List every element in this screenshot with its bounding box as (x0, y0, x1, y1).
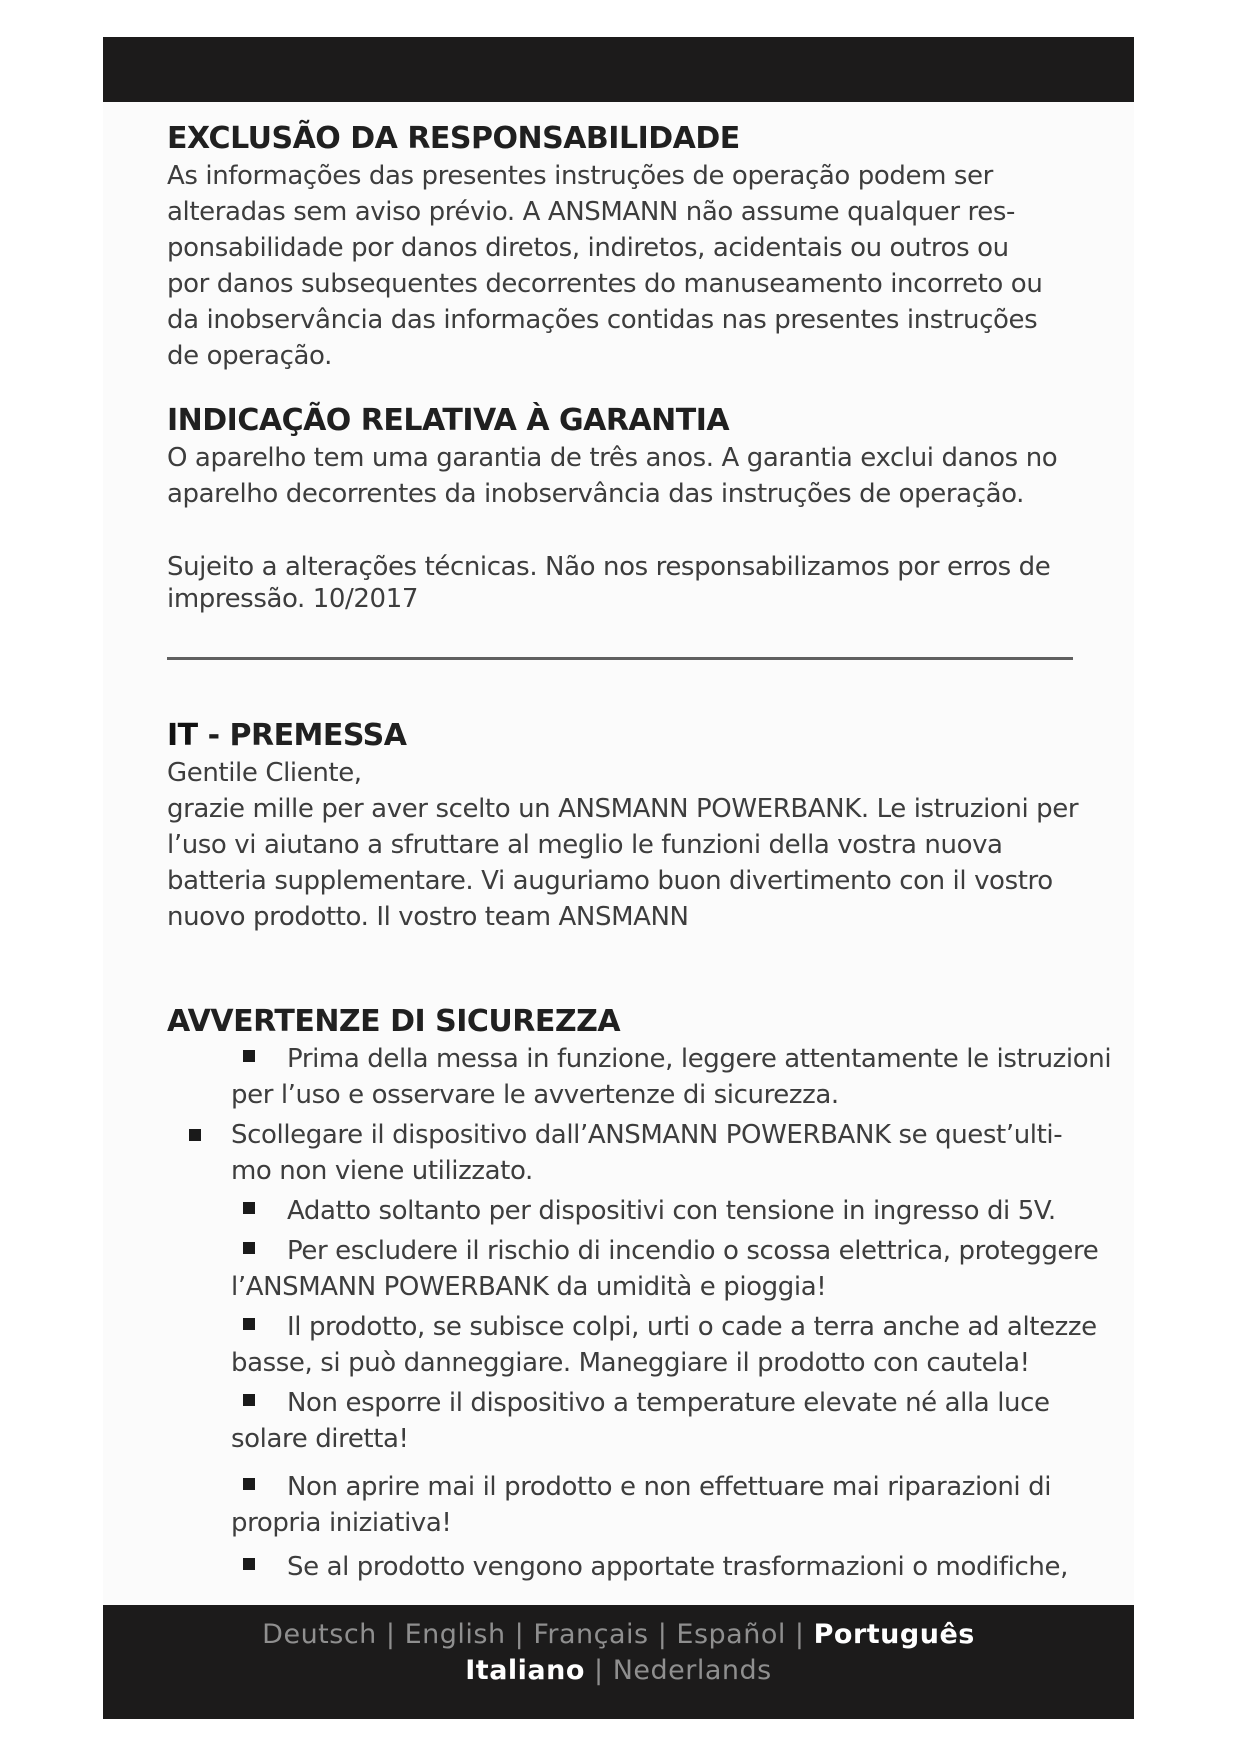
premessa-title (167, 717, 1078, 755)
language-link-espanol[interactable]: Español (676, 1619, 786, 1650)
disclaimer-section (167, 120, 1042, 374)
header-bar (103, 37, 1134, 102)
language-code: IT (167, 718, 198, 753)
premessa-line: l’uso vi aiutano a sfruttare al meglio le funzioni della vostra nuova (167, 830, 1003, 860)
list-item (167, 1233, 1167, 1305)
section-divider (167, 657, 1073, 660)
list-item (167, 1385, 1167, 1457)
list-item (167, 1117, 1167, 1189)
premessa-section (167, 717, 1078, 935)
separator: | (505, 1619, 534, 1650)
technical-note-line: impressão. 10/2017 (167, 584, 418, 614)
disclaimer-line: alteradas sem aviso prévio. A ANSMANN não assume qualquer res- (167, 197, 1015, 227)
list-item-text: mo non viene utilizzato. (231, 1156, 533, 1186)
premessa-line: Gentile Cliente, (167, 758, 362, 788)
list-item-text: Prima della messa in funzione, leggere attentamente le istruzioni (287, 1044, 1112, 1074)
list-item-text: l’ANSMANN POWERBANK da umidità e pioggia! (231, 1272, 827, 1302)
warranty-line: O aparelho tem uma garantia de três anos. A garantia exclui danos no (167, 443, 1058, 473)
technical-note-line: Sujeito a alterações técnicas. Não nos responsabilizamos por erros de (167, 552, 1051, 582)
list-item-text: Non esporre il dispositivo a temperature elevate né alla luce (287, 1388, 1050, 1418)
list-item-text: solare diretta! (231, 1424, 409, 1454)
list-item-text: Se al prodotto vengono apportate trasformazioni o modifiche, (287, 1552, 1068, 1582)
language-link-italiano[interactable]: Italiano (465, 1655, 585, 1686)
disclaimer-title: EXCLUSÃO DA RESPONSABILIDADE (167, 121, 740, 156)
disclaimer-line: de operação. (167, 341, 332, 371)
language-link-english[interactable]: English (404, 1619, 506, 1650)
bullet-icon (243, 1558, 255, 1570)
list-item (167, 1469, 1167, 1541)
manual-page (103, 37, 1134, 1719)
bullet-icon (243, 1050, 255, 1062)
list-item-text: Non aprire mai il prodotto e non effettuare mai riparazioni di (287, 1472, 1052, 1502)
disclaimer-line: As informações das presentes instruções de operação podem ser (167, 161, 993, 191)
bullet-icon (243, 1318, 255, 1330)
list-item (167, 1549, 1167, 1585)
list-item-text: Il prodotto, se subisce colpi, urti o cade a terra anche ad altezze (287, 1312, 1097, 1342)
warranty-line: aparelho decorrentes da inobservância das instruções de operação. (167, 479, 1025, 509)
bullet-icon (243, 1394, 255, 1406)
separator: | (376, 1619, 405, 1650)
language-link-nederlands[interactable]: Nederlands (612, 1655, 772, 1686)
separator: | (648, 1619, 677, 1650)
list-item-text: basse, si può danneggiare. Maneggiare il prodotto con cautela! (231, 1348, 1030, 1378)
bullet-icon (189, 1129, 201, 1141)
bullet-icon (243, 1202, 255, 1214)
premessa-line: batteria supplementare. Vi auguriamo buon divertimento con il vostro (167, 866, 1053, 896)
warranty-title: INDICAÇÃO RELATIVA À GARANTIA (167, 403, 730, 438)
list-item (167, 1309, 1167, 1381)
disclaimer-line: ponsabilidade por danos diretos, indiretos, acidentais ou outros ou (167, 233, 1009, 263)
safety-list (167, 1041, 1167, 1585)
bullet-icon (243, 1478, 255, 1490)
list-item-text: Scollegare il dispositivo dall’ANSMANN POWERBANK se quest’ulti- (231, 1120, 1063, 1150)
bullet-icon (243, 1242, 255, 1254)
disclaimer-line: por danos subsequentes decorrentes do manuseamento incorreto ou (167, 269, 1043, 299)
disclaimer-line: da inobservância das informações contidas nas presentes instruções (167, 305, 1038, 335)
list-item-text: per l’uso e osservare le avvertenze di sicurezza. (231, 1080, 839, 1110)
language-row (103, 1617, 1134, 1653)
separator: | (584, 1655, 613, 1686)
premessa-line: nuovo prodotto. Il vostro team ANSMANN (167, 902, 689, 932)
language-link-deutsch[interactable]: Deutsch (262, 1619, 377, 1650)
list-item (167, 1041, 1167, 1113)
language-link-portugues[interactable]: Português (813, 1619, 975, 1650)
technical-note (167, 551, 1050, 615)
warranty-section (167, 402, 1057, 512)
safety-section (167, 1003, 1167, 1589)
premessa-line: grazie mille per aver scelto un ANSMANN POWERBANK. Le istruzioni per (167, 794, 1079, 824)
separator: | (785, 1619, 814, 1650)
list-item (167, 1193, 1167, 1229)
list-item-text: Adatto soltanto per dispositivi con tensione in ingresso di 5V. (287, 1196, 1056, 1226)
language-link-francais[interactable]: Français (533, 1619, 649, 1650)
list-item-text: propria iniziativa! (231, 1508, 452, 1538)
language-footer (103, 1605, 1134, 1719)
premessa-title-text: - PREMESSA (197, 718, 407, 753)
safety-title: AVVERTENZE DI SICUREZZA (167, 1004, 621, 1039)
list-item-text: Per escludere il rischio di incendio o scossa elettrica, proteggere (287, 1236, 1099, 1266)
language-row (103, 1653, 1134, 1689)
